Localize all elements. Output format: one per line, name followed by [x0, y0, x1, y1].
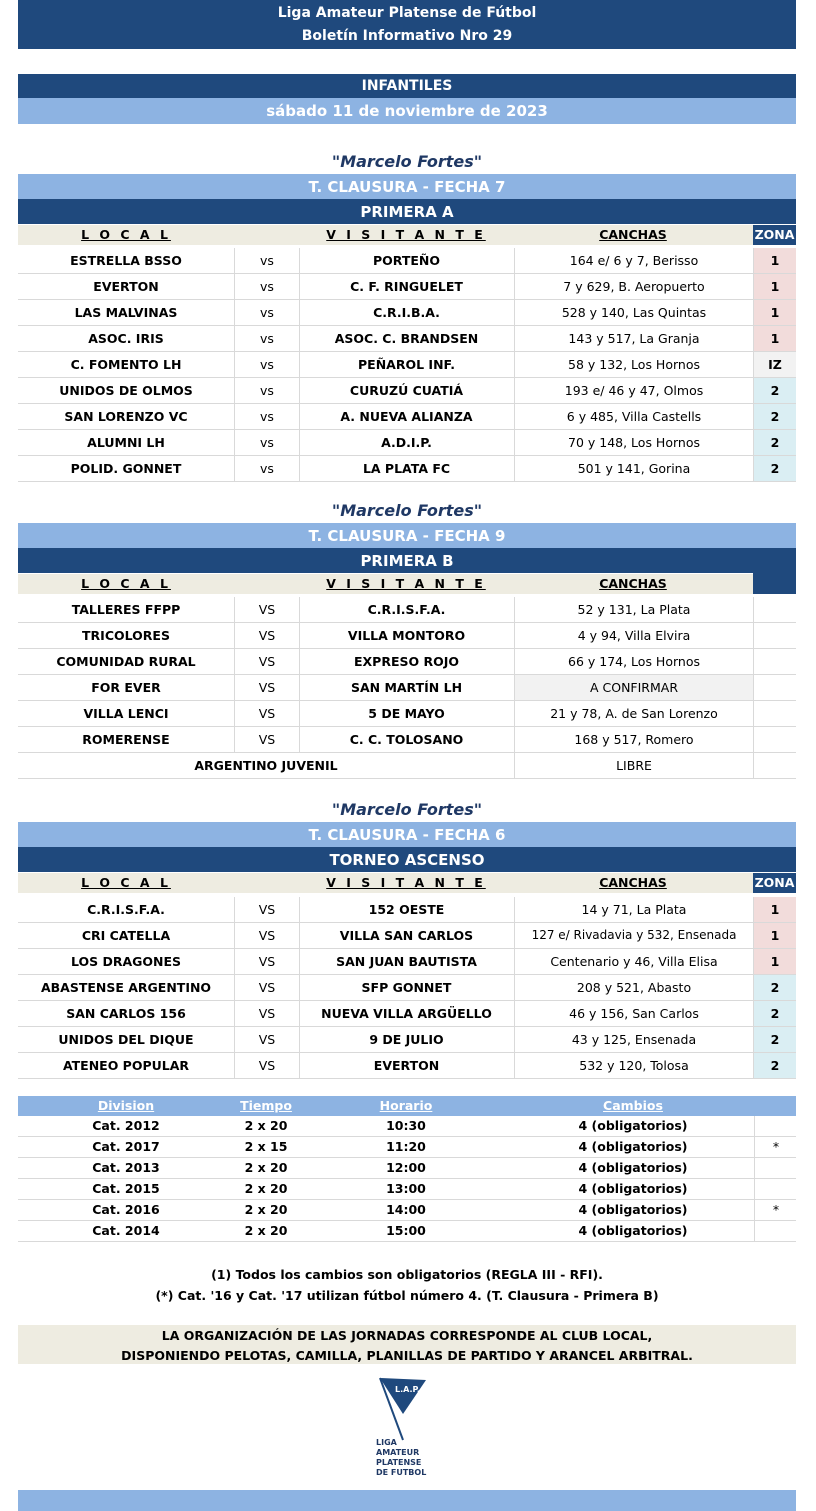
- table-row: [18, 378, 796, 404]
- col-zona: ZONA: [753, 225, 796, 245]
- col-visitante: V I S I T A N T E: [326, 576, 486, 591]
- local-team: LAS MALVINAS: [74, 305, 178, 320]
- column-header-row: [18, 225, 796, 245]
- visiting-team: 152 OESTE: [299, 897, 515, 922]
- local-team: UNIDOS DEL DIQUE: [58, 1032, 194, 1047]
- local-team: C.R.I.S.F.A.: [87, 902, 165, 917]
- fixture-table-primera-b: [18, 597, 796, 779]
- zone: 2: [754, 378, 796, 403]
- venue: 143 y 517, La Granja: [515, 326, 754, 351]
- table-row: [18, 923, 796, 949]
- column-header-row: [18, 574, 753, 594]
- bulletin-number: Boletín Informativo Nro 29: [301, 27, 513, 44]
- logo-line: PLATENSE: [376, 1458, 422, 1467]
- vs-label: vs: [234, 404, 300, 429]
- zone: 2: [754, 430, 796, 455]
- local-team: ALUMNI LH: [87, 435, 165, 450]
- horario: 10:30: [386, 1118, 426, 1133]
- section-tournament: T. CLAUSURA - FECHA 7: [18, 174, 796, 199]
- vs-label: vs: [234, 248, 300, 273]
- cambios: 4 (obligatorios): [578, 1181, 688, 1196]
- footnote-mark: [754, 1116, 797, 1136]
- zone: 1: [754, 248, 796, 273]
- horario: 13:00: [386, 1181, 426, 1196]
- local-team: VILLA LENCI: [83, 706, 169, 721]
- zone: 1: [754, 949, 796, 974]
- section-honoree: "Marcelo Fortes": [331, 800, 483, 819]
- visiting-team: C. F. RINGUELET: [299, 274, 515, 299]
- section-division: PRIMERA A: [18, 199, 796, 224]
- col-local: L O C A L: [81, 875, 171, 890]
- tiempo: 2 x 20: [244, 1118, 288, 1133]
- local-team: SAN LORENZO VC: [64, 409, 188, 424]
- zone: 2: [754, 1027, 796, 1052]
- venue: 7 y 629, B. Aeropuerto: [515, 274, 754, 299]
- match-date: sábado 11 de noviembre de 2023: [18, 98, 796, 124]
- local-team: SAN CARLOS 156: [66, 1006, 186, 1021]
- table-row: [18, 352, 796, 378]
- division: Cat. 2017: [92, 1139, 160, 1154]
- local-team: C. FOMENTO LH: [70, 357, 182, 372]
- table-row: [18, 897, 796, 923]
- venue: 14 y 71, La Plata: [515, 897, 754, 922]
- category-title: INFANTILES: [18, 74, 796, 98]
- col-zona: ZONA: [753, 873, 796, 893]
- flag-icon: [360, 1374, 450, 1444]
- vs-label: vs: [234, 300, 300, 325]
- zone: 2: [754, 456, 796, 481]
- visiting-team: 5 DE MAYO: [299, 701, 515, 726]
- visiting-team: A. NUEVA ALIANZA: [299, 404, 515, 429]
- venue: 21 y 78, A. de San Lorenzo: [515, 701, 754, 726]
- local-team: ROMERENSE: [82, 732, 170, 747]
- local-team: ABASTENSE ARGENTINO: [40, 980, 212, 995]
- table-row: [18, 1001, 796, 1027]
- venue: 532 y 120, Tolosa: [515, 1053, 754, 1078]
- venue: 58 y 132, Los Hornos: [515, 352, 754, 377]
- org-line-2: DISPONIENDO PELOTAS, CAMILLA, PLANILLAS DE PARTIDO Y ARANCEL ARBITRAL.: [121, 1348, 693, 1363]
- vs-label: VS: [234, 1001, 300, 1026]
- vs-label: vs: [234, 456, 300, 481]
- vs-label: VS: [234, 727, 300, 752]
- logo-line: DE FUTBOL: [376, 1468, 427, 1477]
- division: Cat. 2012: [92, 1118, 160, 1133]
- venue: 4 y 94, Villa Elvira: [515, 623, 754, 648]
- cambios: 4 (obligatorios): [578, 1139, 688, 1154]
- tiempo: 2 x 20: [244, 1181, 288, 1196]
- bye-row: [18, 753, 796, 779]
- horario: 11:20: [386, 1139, 426, 1154]
- local-team: EVERTON: [93, 279, 159, 294]
- schedule-row: [18, 1137, 796, 1158]
- schedule-row: [18, 1158, 796, 1179]
- visiting-team: C. C. TOLOSANO: [299, 727, 515, 752]
- visiting-team: VILLA MONTORO: [299, 623, 515, 648]
- zone: 1: [754, 923, 796, 948]
- league-logo: [360, 1374, 450, 1489]
- division: Cat. 2015: [92, 1181, 160, 1196]
- col-local: L O C A L: [81, 576, 171, 591]
- col-cambios: Cambios: [603, 1098, 663, 1113]
- table-row: [18, 949, 796, 975]
- vs-label: vs: [234, 430, 300, 455]
- bulletin-header: [18, 0, 796, 49]
- table-row: [18, 326, 796, 352]
- venue: 193 e/ 46 y 47, Olmos: [515, 378, 754, 403]
- venue: 70 y 148, Los Hornos: [515, 430, 754, 455]
- table-row: [18, 701, 796, 727]
- column-header-row: [18, 873, 796, 893]
- venue: 43 y 125, Ensenada: [515, 1027, 754, 1052]
- zone: IZ: [754, 352, 796, 377]
- col-division: Division: [97, 1098, 155, 1113]
- venue: 168 y 517, Romero: [515, 727, 754, 752]
- vs-label: VS: [234, 1027, 300, 1052]
- visiting-team: VILLA SAN CARLOS: [299, 923, 515, 948]
- logo-line: LIGA: [376, 1438, 397, 1447]
- division: Cat. 2016: [92, 1202, 160, 1217]
- schedule-header: [18, 1096, 796, 1116]
- table-row: [18, 456, 796, 482]
- visiting-team: PORTEÑO: [299, 248, 515, 273]
- local-team: TALLERES FFPP: [71, 602, 181, 617]
- vs-label: VS: [234, 923, 300, 948]
- schedule-row: [18, 1200, 796, 1221]
- section-honoree: "Marcelo Fortes": [331, 152, 483, 171]
- table-row: [18, 727, 796, 753]
- zone: 2: [754, 1053, 796, 1078]
- league-name: Liga Amateur Platense de Fútbol: [277, 4, 537, 21]
- local-team: COMUNIDAD RURAL: [56, 654, 196, 669]
- local-team: FOR EVER: [91, 680, 161, 695]
- schedule-row: [18, 1179, 796, 1200]
- schedule-row: [18, 1221, 796, 1242]
- vs-label: VS: [234, 649, 300, 674]
- cambios: 4 (obligatorios): [578, 1118, 688, 1133]
- venue: 208 y 521, Abasto: [515, 975, 754, 1000]
- org-line-1: LA ORGANIZACIÓN DE LAS JORNADAS CORRESPONDE AL CLUB LOCAL,: [161, 1328, 653, 1343]
- organization-notice: [18, 1325, 796, 1364]
- tiempo: 2 x 20: [244, 1223, 288, 1238]
- table-row: [18, 649, 796, 675]
- footnote-mark: *: [754, 1137, 797, 1157]
- local-team: ASOC. IRIS: [88, 331, 164, 346]
- vs-label: vs: [234, 274, 300, 299]
- venue: A CONFIRMAR: [515, 675, 754, 700]
- col-local: L O C A L: [81, 227, 171, 242]
- tiempo: 2 x 15: [244, 1139, 288, 1154]
- vs-label: vs: [234, 352, 300, 377]
- notes-block: [18, 1264, 796, 1306]
- vs-label: VS: [234, 675, 300, 700]
- visiting-team: SAN JUAN BAUTISTA: [299, 949, 515, 974]
- table-row: [18, 300, 796, 326]
- col-canchas: CANCHAS: [599, 875, 667, 890]
- schedule-table: [18, 1096, 796, 1242]
- table-row: [18, 975, 796, 1001]
- venue: 528 y 140, Las Quintas: [515, 300, 754, 325]
- table-row: [18, 404, 796, 430]
- col-canchas: CANCHAS: [599, 227, 667, 242]
- venue: Centenario y 46, Villa Elisa: [515, 949, 754, 974]
- visiting-team: PEÑAROL INF.: [299, 352, 515, 377]
- visiting-team: C.R.I.B.A.: [299, 300, 515, 325]
- fixture-table-ascenso: [18, 897, 796, 1079]
- visiting-team: LA PLATA FC: [299, 456, 515, 481]
- col-tiempo: Tiempo: [240, 1098, 292, 1113]
- table-row: [18, 597, 796, 623]
- vs-label: vs: [234, 378, 300, 403]
- local-team: TRICOLORES: [82, 628, 170, 643]
- schedule-row: [18, 1116, 796, 1137]
- footnote-mark: *: [754, 1200, 797, 1220]
- table-row: [18, 248, 796, 274]
- header-filler: [753, 573, 796, 594]
- vs-label: VS: [234, 949, 300, 974]
- visiting-team: CURUZÚ CUATIÁ: [299, 378, 515, 403]
- cambios: 4 (obligatorios): [578, 1160, 688, 1175]
- visiting-team: EVERTON: [299, 1053, 515, 1078]
- section-tournament: T. CLAUSURA - FECHA 9: [18, 523, 796, 548]
- zone: 1: [754, 897, 796, 922]
- local-team: POLID. GONNET: [70, 461, 182, 476]
- visiting-team: EXPRESO ROJO: [299, 649, 515, 674]
- table-row: [18, 1053, 796, 1079]
- vs-label: VS: [234, 597, 300, 622]
- cambios: 4 (obligatorios): [578, 1202, 688, 1217]
- visiting-team: A.D.I.P.: [299, 430, 515, 455]
- logo-line: AMATEUR: [376, 1448, 420, 1457]
- bye-status: LIBRE: [515, 753, 754, 778]
- venue: 127 e/ Rivadavia y 532, Ensenada: [515, 923, 754, 948]
- col-horario: Horario: [379, 1098, 433, 1113]
- vs-label: VS: [234, 623, 300, 648]
- local-team: ATENEO POPULAR: [62, 1058, 190, 1073]
- visiting-team: C.R.I.S.F.A.: [299, 597, 515, 622]
- zone: 2: [754, 975, 796, 1000]
- visiting-team: 9 DE JULIO: [299, 1027, 515, 1052]
- footer-band: [18, 1490, 796, 1511]
- venue: 66 y 174, Los Hornos: [515, 649, 754, 674]
- horario: 14:00: [386, 1202, 426, 1217]
- visiting-team: NUEVA VILLA ARGÜELLO: [299, 1001, 515, 1026]
- tiempo: 2 x 20: [244, 1160, 288, 1175]
- table-row: [18, 274, 796, 300]
- zone: 1: [754, 326, 796, 351]
- table-row: [18, 1027, 796, 1053]
- division: Cat. 2013: [92, 1160, 160, 1175]
- bye-team: ARGENTINO JUVENIL: [18, 753, 515, 778]
- local-team: LOS DRAGONES: [70, 954, 182, 969]
- section-division: PRIMERA B: [18, 548, 796, 573]
- footnote-mark: [754, 1221, 797, 1241]
- zone: 1: [754, 300, 796, 325]
- zone: 2: [754, 404, 796, 429]
- vs-label: vs: [234, 326, 300, 351]
- cambios: 4 (obligatorios): [578, 1223, 688, 1238]
- table-row: [18, 675, 796, 701]
- footnote-mark: [754, 1158, 797, 1178]
- zone: 1: [754, 274, 796, 299]
- section-division: TORNEO ASCENSO: [18, 847, 796, 872]
- horario: 15:00: [386, 1223, 426, 1238]
- local-team: ESTRELLA BSSO: [70, 253, 182, 268]
- horario: 12:00: [386, 1160, 426, 1175]
- division: Cat. 2014: [92, 1223, 160, 1238]
- venue: 501 y 141, Gorina: [515, 456, 754, 481]
- visiting-team: SFP GONNET: [299, 975, 515, 1000]
- vs-label: VS: [234, 897, 300, 922]
- flag-text: L.A.P.: [395, 1385, 420, 1394]
- col-canchas: CANCHAS: [599, 576, 667, 591]
- vs-label: VS: [234, 1053, 300, 1078]
- section-tournament: T. CLAUSURA - FECHA 6: [18, 822, 796, 847]
- section-honoree: "Marcelo Fortes": [331, 501, 483, 520]
- visiting-team: ASOC. C. BRANDSEN: [299, 326, 515, 351]
- local-team: CRI CATELLA: [81, 928, 171, 943]
- vs-label: VS: [234, 975, 300, 1000]
- fixture-table-primera-a: [18, 248, 796, 482]
- logo-text: [376, 1438, 426, 1478]
- note-changes: (1) Todos los cambios son obligatorios (REGLA III - RFI).: [211, 1267, 603, 1282]
- venue: 164 e/ 6 y 7, Berisso: [515, 248, 754, 273]
- col-visitante: V I S I T A N T E: [326, 875, 486, 890]
- tiempo: 2 x 20: [244, 1202, 288, 1217]
- col-visitante: V I S I T A N T E: [326, 227, 486, 242]
- note-ball: (*) Cat. '16 y Cat. '17 utilizan fútbol número 4. (T. Clausura - Primera B): [155, 1288, 659, 1303]
- venue: 46 y 156, San Carlos: [515, 1001, 754, 1026]
- table-row: [18, 623, 796, 649]
- footnote-mark: [754, 1179, 797, 1199]
- table-row: [18, 430, 796, 456]
- zone: 2: [754, 1001, 796, 1026]
- venue: 6 y 485, Villa Castells: [515, 404, 754, 429]
- venue: 52 y 131, La Plata: [515, 597, 754, 622]
- local-team: UNIDOS DE OLMOS: [59, 383, 193, 398]
- vs-label: VS: [234, 701, 300, 726]
- visiting-team: SAN MARTÍN LH: [299, 675, 515, 700]
